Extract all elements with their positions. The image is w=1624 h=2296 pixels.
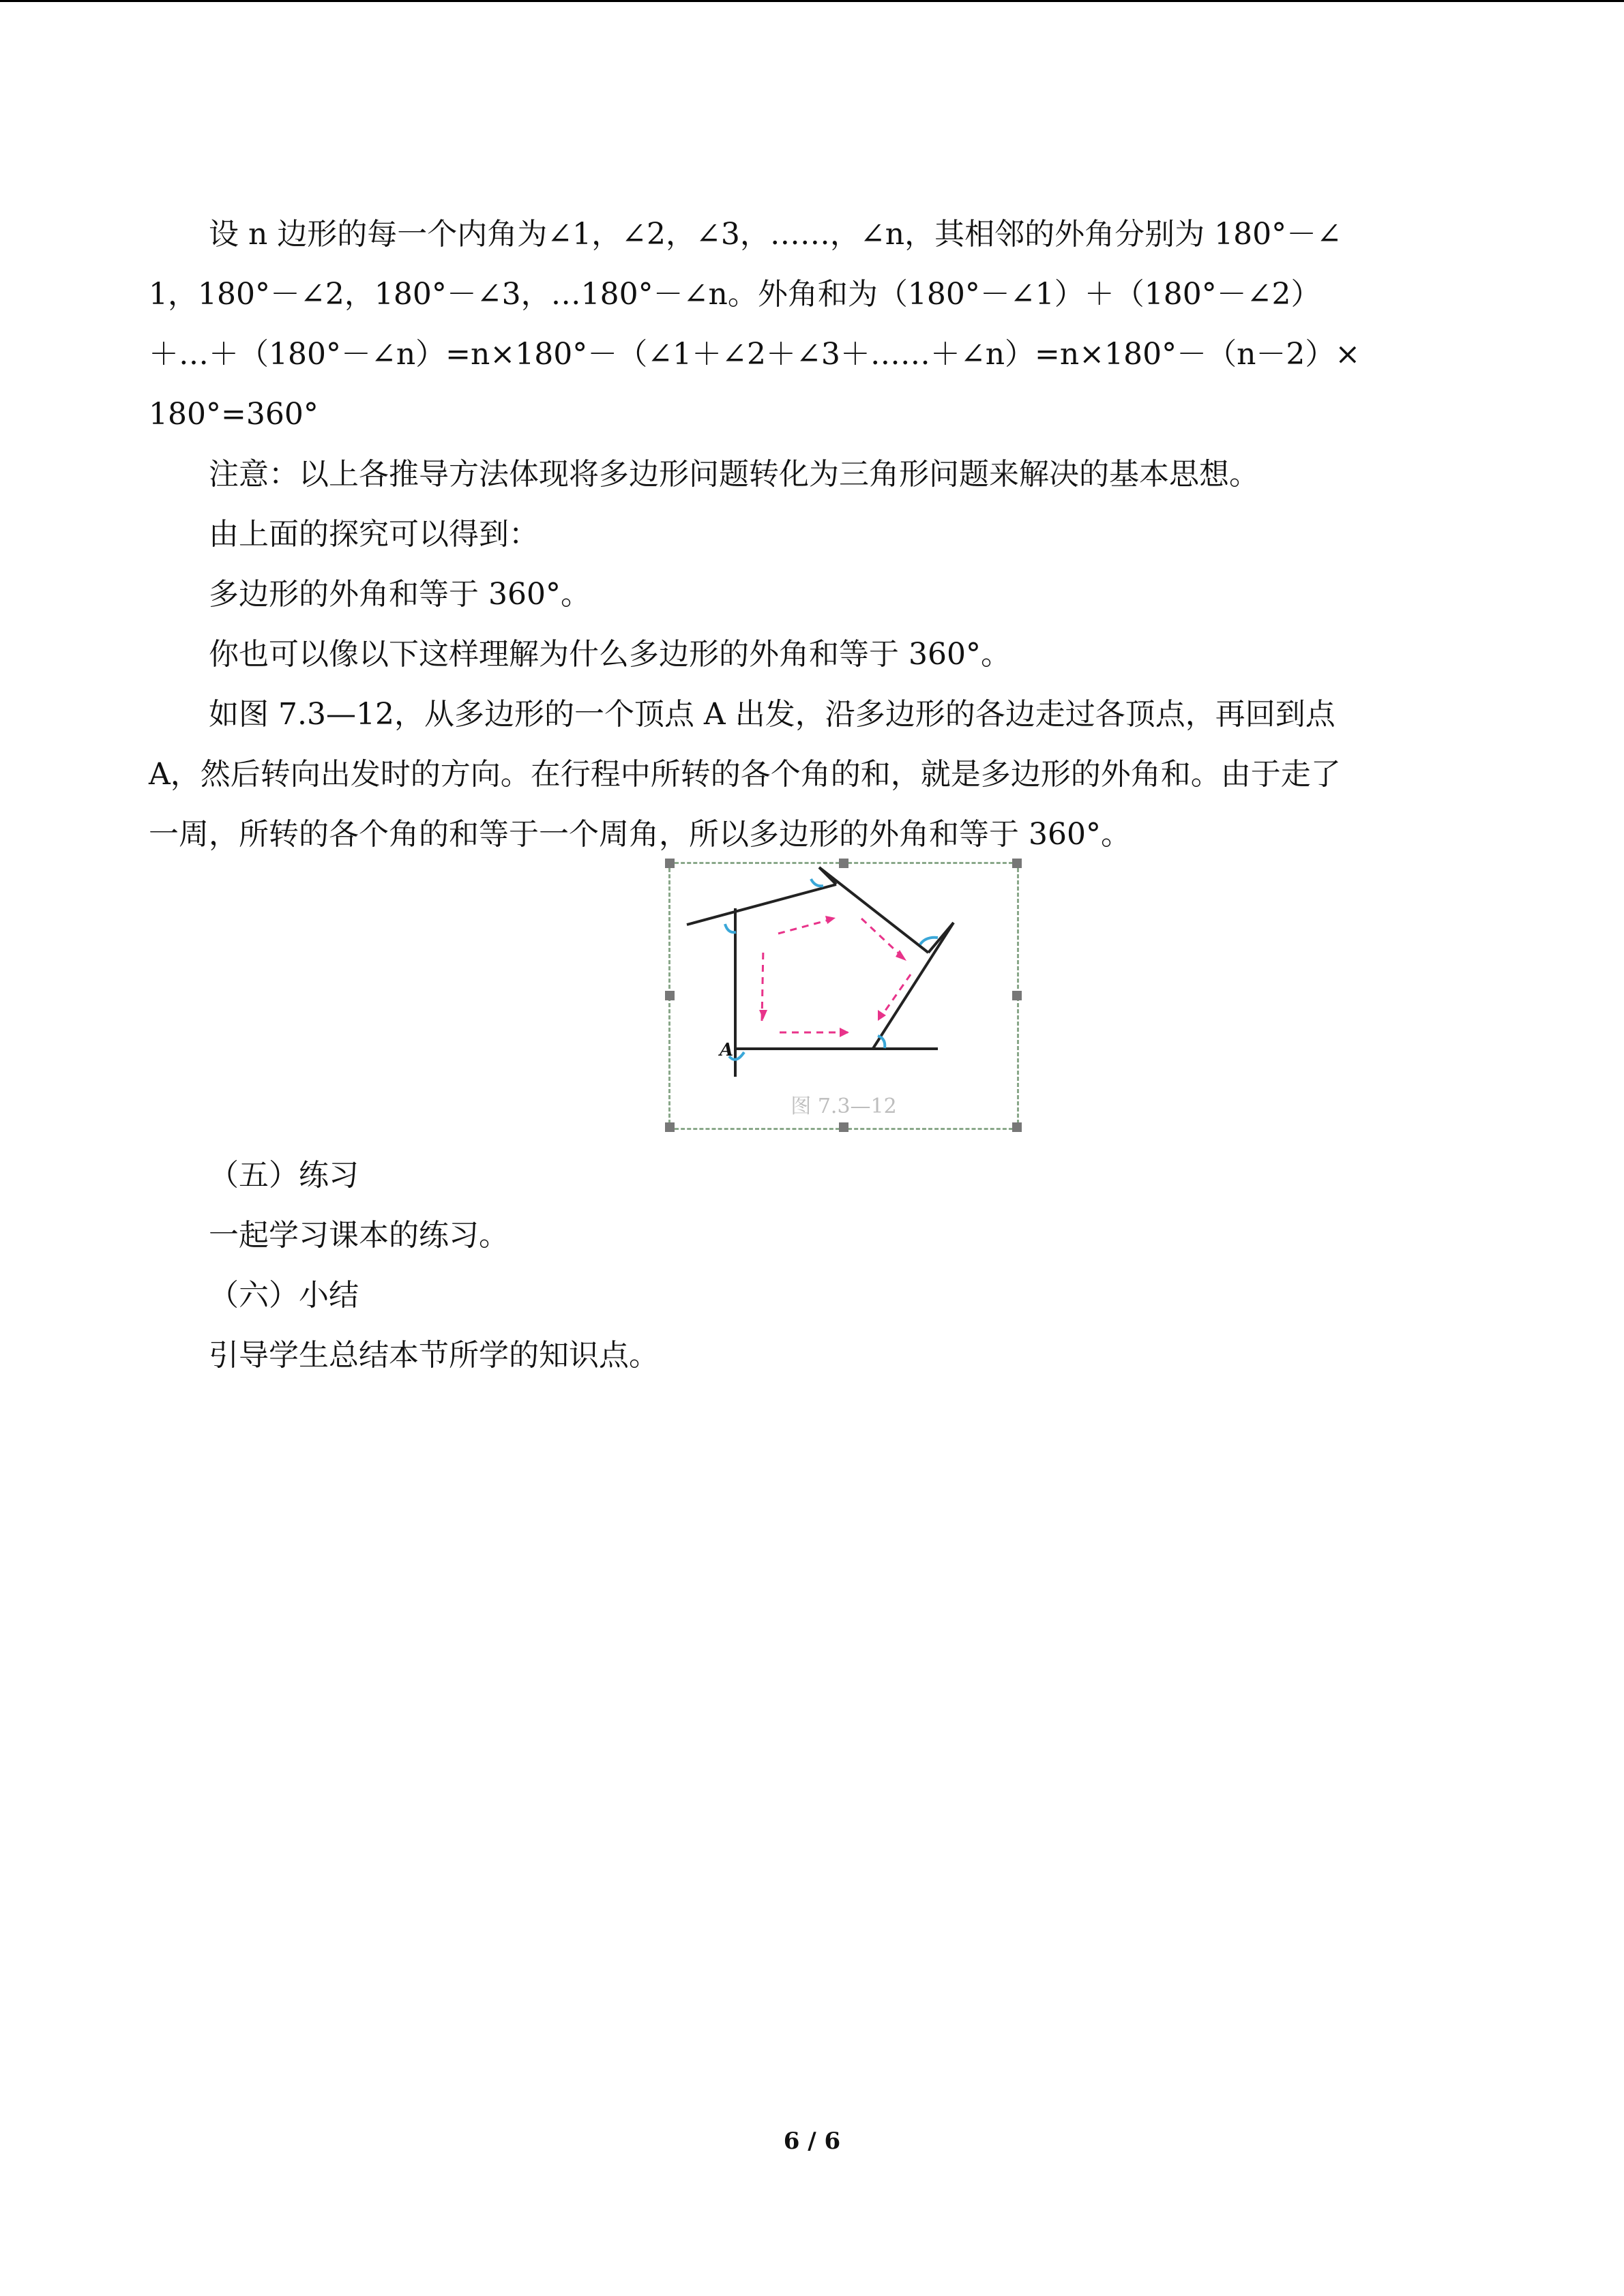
polygon-diagram [670, 864, 1017, 1128]
conclusion-intro: 由上面的探究可以得到： [209, 517, 539, 552]
walk-arrowheads [759, 916, 906, 1037]
page-number: 6 / 6 [783, 2128, 841, 2155]
main-text [149, 205, 1458, 865]
resize-handle-top[interactable] [839, 859, 848, 868]
resize-handle-left[interactable] [665, 991, 675, 1000]
walk-line: A，然后转向出发时的方向。在行程中所转的各个角的和，就是多边形的外角和。由于走了 [149, 757, 1341, 792]
figure-caption: 图 7.3—12 [791, 1094, 897, 1118]
section5-body: 一起学习课本的练习。 [209, 1218, 509, 1253]
conclusion: 多边形的外角和等于 360°。 [209, 577, 591, 612]
section6-body: 引导学生总结本节所学的知识点。 [209, 1338, 659, 1373]
vertex-label-a: A [720, 1040, 734, 1060]
proof-line: 180°=360° [149, 397, 319, 432]
sections-text [149, 1146, 1458, 1386]
proof-line: 1，180°－∠2，180°－∠3，…180°－∠n。外角和为（180°－∠1）＋（180°－∠2） [149, 277, 1321, 312]
walk-line: 如图 7.3—12，从多边形的一个顶点 A 出发，沿多边形的各边走过各顶点，再回到点 [209, 697, 1335, 732]
note-paragraph: 注意：以上各推导方法体现将多边形问题转化为三角形问题来解决的基本思想。 [209, 457, 1259, 492]
section5-title: （五）练习 [209, 1158, 359, 1193]
resize-handle-bottom[interactable] [839, 1122, 848, 1132]
top-border [0, 0, 1624, 2]
proof-line: 设 n 边形的每一个内角为∠1，∠2，∠3，……，∠n，其相邻的外角分别为 180°－∠ [209, 217, 1342, 252]
resize-handle-right[interactable] [1012, 991, 1022, 1000]
resize-handle-bottom-left[interactable] [665, 1122, 675, 1132]
resize-handle-top-left[interactable] [665, 859, 675, 868]
walk-paragraph [149, 685, 1458, 865]
walk-path [762, 919, 911, 1032]
polygon-figure[interactable] [668, 862, 1019, 1130]
resize-handle-top-right[interactable] [1012, 859, 1022, 868]
walk-line: 一周，所转的各个角的和等于一个周角，所以多边形的外角和等于 360°。 [149, 817, 1131, 852]
proof-line: ＋…＋（180°－∠n）=n×180°－（∠1＋∠2＋∠3＋……＋∠n）=n×180°－（n－2）× [149, 337, 1361, 372]
section6-title: （六）小结 [209, 1278, 359, 1313]
proof-paragraph [149, 205, 1458, 445]
understand-intro: 你也可以像以下这样理解为什么多边形的外角和等于 360°。 [209, 637, 1011, 672]
resize-handle-bottom-right[interactable] [1012, 1122, 1022, 1132]
